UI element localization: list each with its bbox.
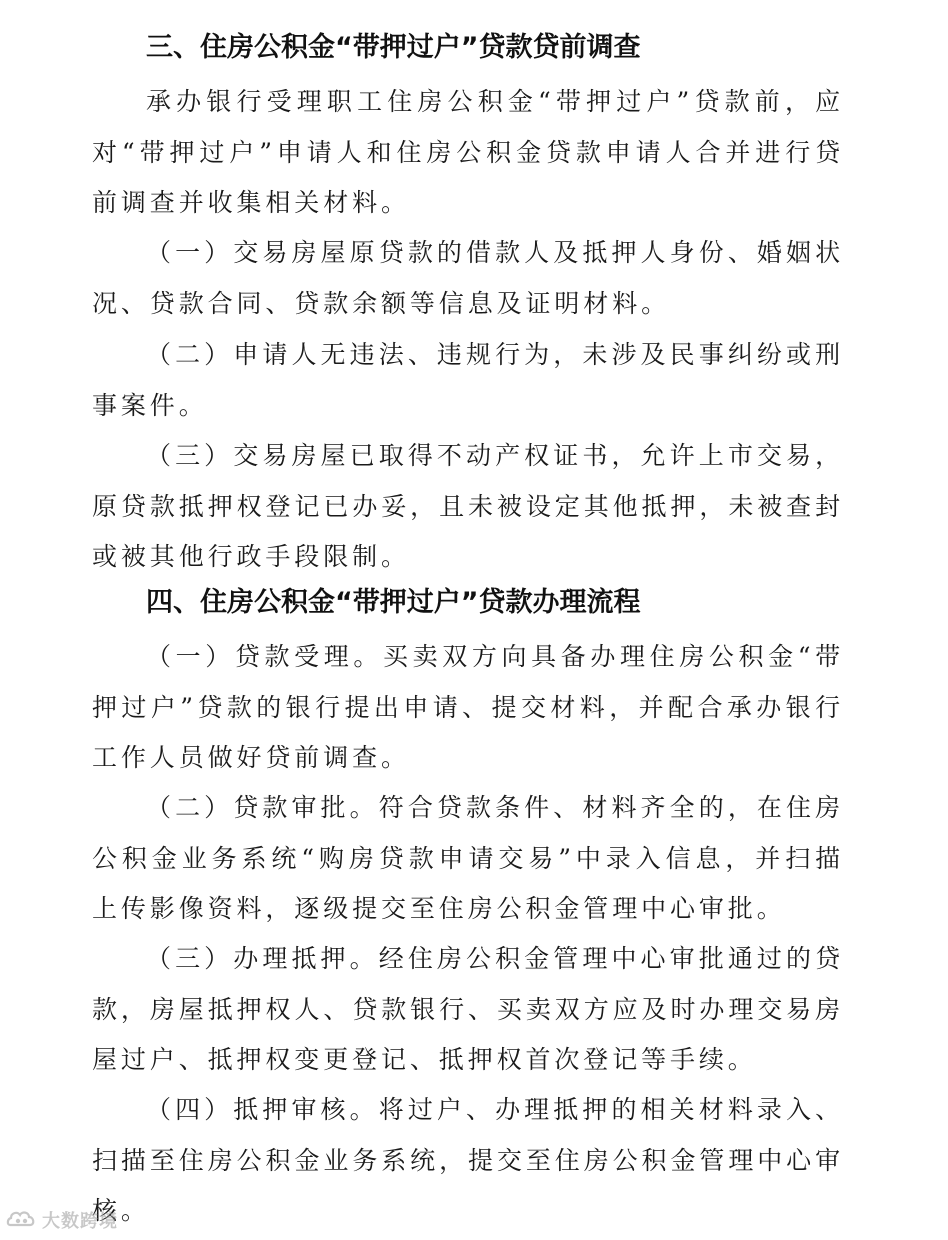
section-heading-4: 四、住房公积金“带押过户”贷款办理流程 <box>146 587 641 618</box>
paragraph: （二）贷款审批。符合贷款条件、材料齐全的，在住房公积金业务系统“购房贷款申请交易”中录入信息，并扫描上传影像资料，逐级提交至住房公积金管理中心审批。 <box>92 793 844 923</box>
watermark-text: 大数跨境 <box>42 1211 118 1232</box>
watermark <box>6 1205 118 1235</box>
cloud-logo-icon <box>6 1207 36 1233</box>
paragraph: （三）办理抵押。经住房公积金管理中心审批通过的贷款，房屋抵押权人、贷款银行、买卖双方应及时办理交易房屋过户、抵押权变更登记、抵押权首次登记等手续。 <box>92 944 844 1074</box>
paragraph: （一）交易房屋原贷款的借款人及抵押人身份、婚姻状况、贷款合同、贷款余额等信息及证明材料。 <box>92 238 844 318</box>
section-heading-3: 三、住房公积金“带押过户”贷款贷前调查 <box>146 32 641 63</box>
paragraph: （三）交易房屋已取得不动产权证书，允许上市交易，原贷款抵押权登记已办妥，且未被设定其他抵押，未被查封或被其他行政手段限制。 <box>92 441 844 571</box>
paragraph: 承办银行受理职工住房公积金“带押过户”贷款前，应对“带押过户”申请人和住房公积金贷款申请人合并进行贷前调查并收集相关材料。 <box>92 87 844 217</box>
paragraph: （二）申请人无违法、违规行为，未涉及民事纠纷或刑事案件。 <box>92 340 844 420</box>
paragraph: （一）贷款受理。买卖双方向具备办理住房公积金“带押过户”贷款的银行提出申请、提交材料，并配合承办银行工作人员做好贷前调查。 <box>92 642 844 772</box>
paragraph: （四）抵押审核。将过户、办理抵押的相关材料录入、扫描至住房公积金业务系统，提交至住房公积金管理中心审核。 <box>92 1095 844 1225</box>
